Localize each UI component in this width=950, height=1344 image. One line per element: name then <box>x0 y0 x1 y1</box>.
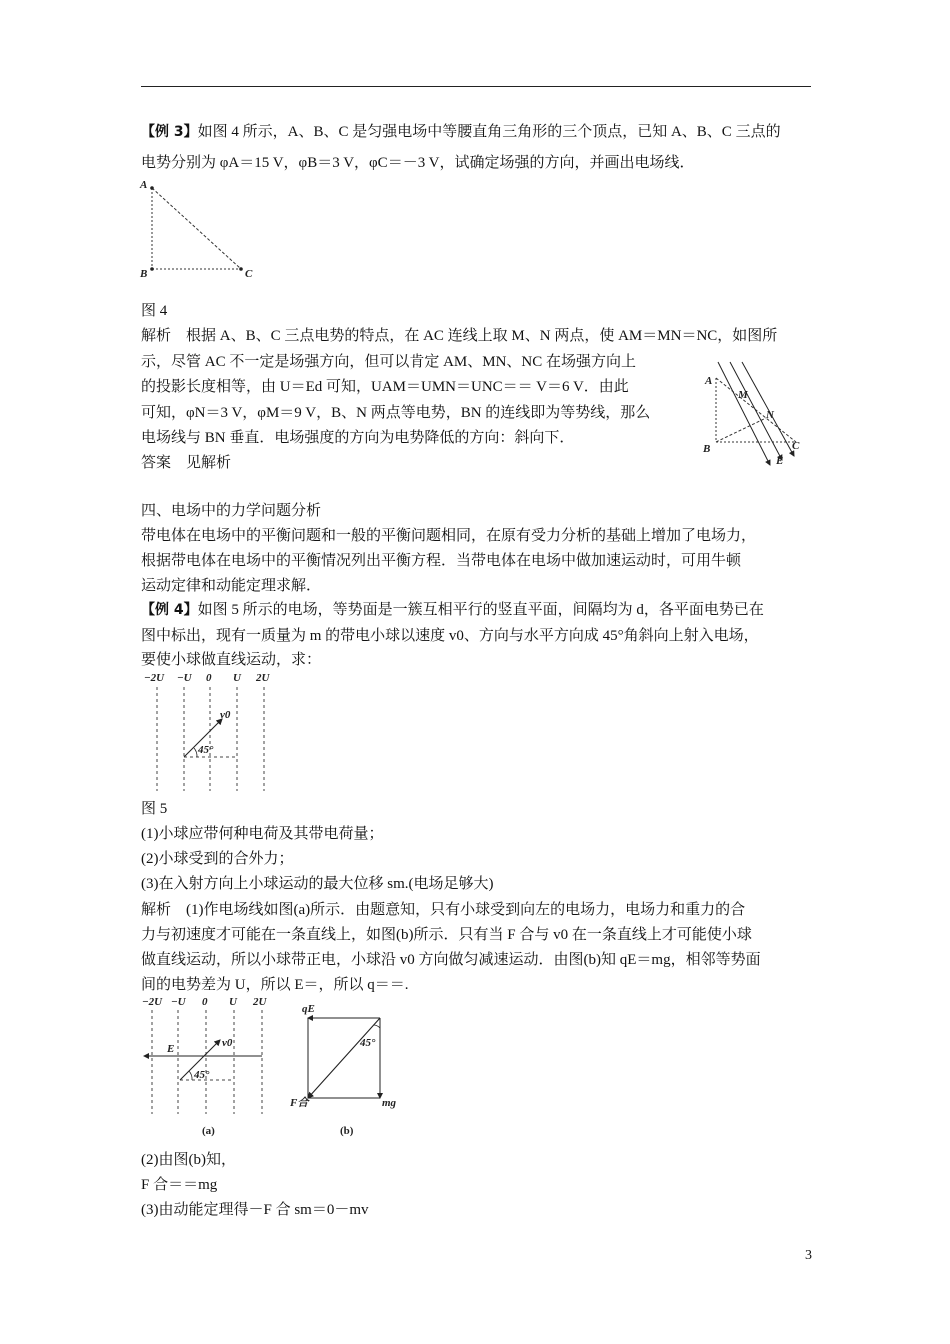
example3-solution-4: 可知，φN＝3 V，φM＝9 V，B、N 两点等电势，BN 的连线即为等势线，那么 <box>141 405 651 421</box>
section4-para-2: 根据带电体在电场中的平衡情况列出平衡方程．当带电体在电场中做加速运动时，可用牛顿 <box>141 553 742 569</box>
example4-tag: 【例 4】 <box>141 602 198 618</box>
figure5-caption: 图 5 <box>141 801 168 817</box>
figa-label-2u: 2U <box>253 996 267 1008</box>
tail-3: (3)由动能定理得－F 合 sm＝0－mv <box>141 1202 369 1218</box>
question-1: (1)小球应带何种电荷及其带电荷量； <box>141 826 384 842</box>
figa-e: E <box>167 1043 175 1055</box>
example3-line2: 电势分别为 φA＝15 V，φB＝3 V，φC＝－3 V，试确定场强的方向，并画出电场线． <box>141 155 695 171</box>
fig5-label-m2u: −2U <box>144 672 165 684</box>
fig4-label-c: C <box>245 268 253 280</box>
example3-solution-figure <box>700 360 815 470</box>
figure4-caption: 图 4 <box>141 303 168 319</box>
header-rule <box>141 86 811 87</box>
page-number: 3 <box>805 1248 812 1263</box>
example4-line3: 要使小球做直线运动，求： <box>141 652 322 668</box>
fig-sol-label-a: A <box>705 375 713 387</box>
fig5-label-0: 0 <box>206 672 212 684</box>
figb-mg: mg <box>382 1097 397 1109</box>
example3-line1: 【例 3】如图 4 所示，A、B、C 是匀强电场中等腰直角三角形的三个顶点，已知 A、B、C 三点的 <box>141 124 781 140</box>
question-3: (3)在入射方向上小球运动的最大位移 sm.(电场足够大) <box>141 876 494 892</box>
example4-line2: 图中标出，现有一质量为 m 的带电小球以速度 v0、方向与水平方向成 45°角斜向上射入电场， <box>141 628 759 644</box>
figure5 <box>140 669 290 794</box>
fig5-label-mu: −U <box>177 672 192 684</box>
example4-solution-3: 做直线运动，所以小球带正电，小球沿 v0 方向做匀减速运动．由图(b)知 qE＝mg，相邻等势面 <box>141 952 761 968</box>
figure-b <box>290 994 410 1142</box>
example3-answer: 答案 见解析 <box>141 455 232 471</box>
fig-sol-label-n: N <box>766 409 774 421</box>
figb-f: F合 <box>290 1097 309 1109</box>
fig-sol-label-e: E <box>776 455 784 467</box>
figb-caption: (b) <box>340 1125 354 1137</box>
example4-solution-4: 间的电势差为 U，所以 E＝，所以 q＝＝. <box>141 977 409 993</box>
example3-solution-5: 电场线与 BN 垂直．电场强度的方向为电势降低的方向：斜向下． <box>141 430 575 446</box>
fig5-label-u: U <box>233 672 241 684</box>
fig-sol-label-b: B <box>703 443 711 455</box>
figa-v0: v0 <box>222 1037 233 1049</box>
fig4-label-b: B <box>140 268 148 280</box>
figa-label-0: 0 <box>202 996 208 1008</box>
figure4-triangle <box>138 178 263 283</box>
tail-2: F 合＝＝mg <box>141 1177 218 1193</box>
tail-1: (2)由图(b)知， <box>141 1152 236 1168</box>
section4-para-1: 带电体在电场中的平衡问题和一般的平衡问题相同，在原有受力分析的基础上增加了电场力， <box>141 528 757 544</box>
example4-line1: 【例 4】如图 5 所示的电场，等势面是一簇互相平行的竖直平面，间隔均为 d，各平面电势已在 <box>141 602 764 618</box>
example3-solution-2: 示，尽管 AC 不一定是场强方向，但可以肯定 AM、MN、NC 在场强方向上 <box>141 354 637 370</box>
example4-solution-1: 解析 (1)作电场线如图(a)所示．由题意知，只有小球受到向左的电场力，电场力和重力的合 <box>141 902 746 918</box>
example3-tag: 【例 3】 <box>141 124 198 140</box>
fig5-label-2u: 2U <box>256 672 270 684</box>
figa-angle: 45° <box>194 1069 210 1081</box>
figa-label-u: U <box>229 996 237 1008</box>
figa-label-mu: −U <box>171 996 186 1008</box>
example3-solution-3: 的投影长度相等，由 U＝Ed 可知，UAM＝UMN＝UNC＝＝ V＝6 V．由此 <box>141 379 629 395</box>
fig5-v0: v0 <box>220 709 231 721</box>
fig-sol-label-c: C <box>792 440 800 452</box>
figb-angle: 45° <box>360 1037 376 1049</box>
figa-caption: (a) <box>202 1125 215 1137</box>
example4-solution-2: 力与初速度才可能在一条直线上，如图(b)所示．只有当 F 合与 v0 在一条直线上才可能使小球 <box>141 927 752 943</box>
figure-a <box>140 994 275 1142</box>
fig-sol-label-m: M <box>738 389 748 401</box>
question-2: (2)小球受到的合外力； <box>141 851 294 867</box>
example3-solution-1: 解析 根据 A、B、C 三点电势的特点，在 AC 连线上取 M、N 两点，使 AM＝MN＝NC，如图所 <box>141 328 778 344</box>
figa-label-m2u: −2U <box>142 996 163 1008</box>
fig4-label-a: A <box>140 179 148 191</box>
fig5-angle: 45° <box>198 744 214 756</box>
figb-qe: qE <box>302 1003 315 1015</box>
section4-heading: 四、电场中的力学问题分析 <box>141 503 322 519</box>
section4-para-3: 运动定律和动能定理求解． <box>141 578 322 594</box>
